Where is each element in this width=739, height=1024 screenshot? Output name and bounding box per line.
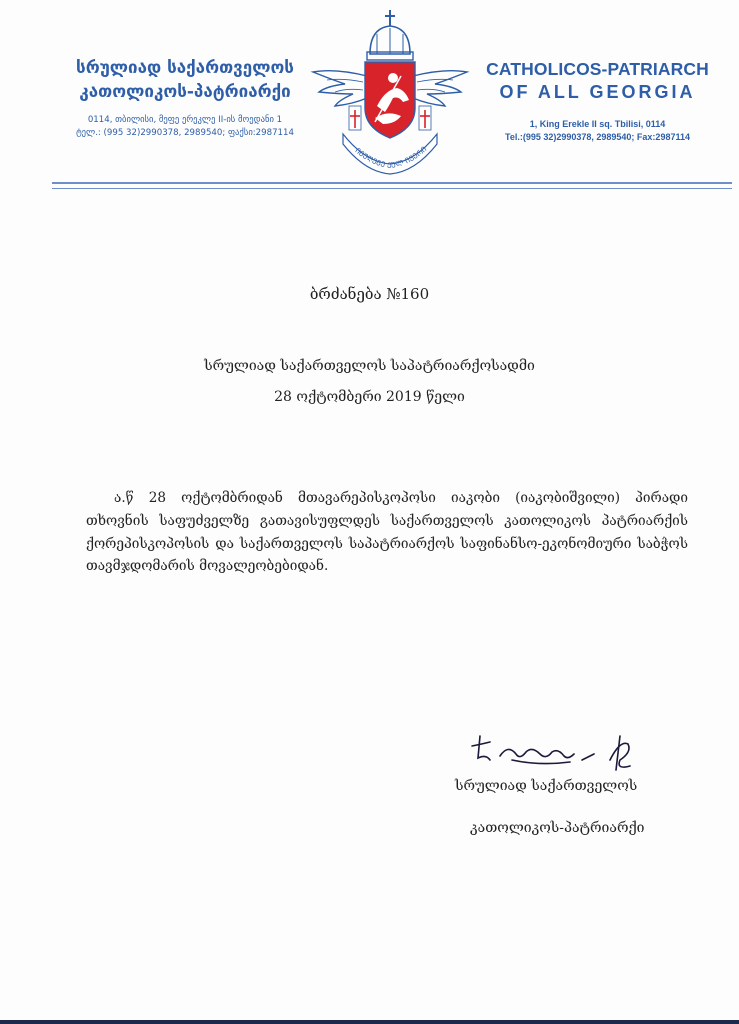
- letterhead-left-address-line2: ტელ.: (995 32)2990378, 2989540; ფაქსი:2987114: [76, 128, 294, 138]
- letterhead-right-title-line2: OF ALL GEORGIA: [499, 82, 696, 102]
- letterhead-left-title-line2: კათოლიკოს-პატრიარქი: [79, 82, 291, 102]
- signature-title-line2: კათოლიკოს-პატრიარქი: [470, 820, 645, 836]
- letterhead-right-address-line1: 1, King Erekle II sq. Tbilisi, 0114: [529, 119, 666, 129]
- order-title: ბრძანება №160: [309, 285, 430, 303]
- letterhead-right-address-line2: Tel.:(995 32)2990378, 2989540; Fax:2987114: [505, 132, 690, 142]
- order-addressee: სრულიად საქართველოს საპატრიარქოსადმი: [204, 358, 535, 374]
- order-body: ა.წ 28 ოქტომბრიდან მთავარეპისკოპოსი იაკობი (იაკობიშვილი) პირადი თხოვნის საფუძველზე გათავისუფლდეს საქართველოს კათოლიკოს პატრიარქის ქორეპისკოპოსის და საქართველოს საპატრიარქოს საფინანსო-ეკონომიური საბჭოს თავმჯდომარის მოვალეობებიდან.: [86, 490, 688, 575]
- page-bottom-edge: [0, 1020, 739, 1024]
- letterhead-left-address-line1: 0114, თბილისი, მეფე ერეკლე II-ის მოედანი 1: [87, 115, 283, 125]
- letterhead-left-title-line1: სრულიად საქართველოს: [76, 58, 294, 78]
- letterhead-right-title-line1: CATHOLICOS-PATRIARCH: [486, 59, 709, 79]
- letterhead-left-address: [60, 114, 310, 140]
- letterhead-divider-thin: [52, 188, 732, 189]
- letterhead-divider: [52, 182, 732, 184]
- emblem-motto: ᲘᲛᲣᲦᲔᲒᲔ ᲔᲣᲚ ᲘᲕᲔᲠᲘ: [353, 144, 429, 171]
- patriarchal-coat-of-arms-icon: [305, 6, 475, 178]
- letterhead-left: [60, 56, 310, 140]
- signature-title-line1: სრულიად საქართველოს: [455, 778, 638, 794]
- letterhead-right: [475, 58, 720, 144]
- order-date: 28 ოქტომბერი 2019 წელი: [274, 389, 465, 405]
- letterhead-right-address: [475, 118, 720, 144]
